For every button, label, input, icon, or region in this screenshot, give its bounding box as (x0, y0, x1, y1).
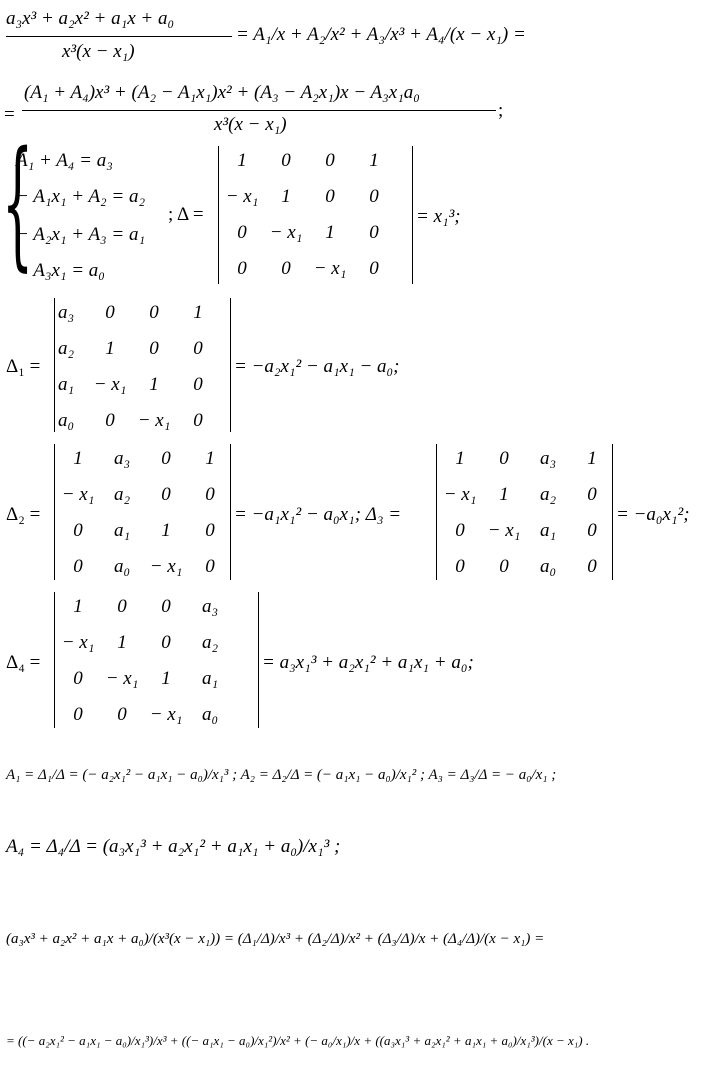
delta2-cell-3-3: 0 (205, 556, 215, 577)
delta1-cell-1-1: 1 (105, 338, 115, 359)
delta3-cell-3-2: a₀ (539, 556, 557, 577)
delta4-cell-3-1: 0 (117, 704, 127, 725)
delta4-label (6, 652, 40, 674)
delta4-result (262, 652, 474, 674)
delta4-cell-0-0: 1 (73, 596, 83, 617)
delta1-cell-0-2: 0 (149, 302, 159, 323)
delta4-result-text: = a₃x₁³ + a₂x₁² + a₁x₁ + a₀; (262, 652, 474, 673)
delta2-cell-0-0: 1 (73, 448, 83, 469)
system-eq-2 (16, 186, 145, 208)
delta-cell-0-3: 1 (369, 150, 379, 171)
delta4-cell-2-1: − x₁ (105, 668, 139, 689)
delta-cell-2-3: 0 (369, 222, 379, 243)
delta2-cell-1-1: a₂ (113, 484, 131, 505)
final-line-2-text: = ((− a₂x₁² − a₁x₁ − a₀)/x₁³)/x³ + ((− a₁x₁ − a₀)/x₁²)/x² + (− a₀/x₁)/x + ((a₃x₁³ + a₂x₁² + a₁x₁ + a₀)/x₁³)/(x − x₁) . (6, 1033, 590, 1048)
delta4-cell-3-2: − x₁ (149, 704, 183, 725)
delta4-cell-3-3: a₀ (201, 704, 219, 725)
delta1-cell-3-1: 0 (105, 410, 115, 431)
delta4-cell-0-3: a₃ (201, 596, 219, 617)
delta3-cell-3-0: 0 (455, 556, 465, 577)
l2-semicolon: ; (498, 100, 504, 121)
delta-cell-1-0: − x₁ (225, 186, 259, 207)
delta3-cell-0-0: 1 (455, 448, 465, 469)
delta4-label-text: Δ₄ = (6, 652, 41, 673)
delta3-result (616, 504, 690, 526)
delta3-cell-3-3: 0 (587, 556, 597, 577)
delta-cell-2-0: 0 (237, 222, 247, 243)
delta1-cell-1-3: 0 (193, 338, 203, 359)
final-line-1 (6, 928, 544, 950)
delta3-result-text: = −a₀x₁²; (616, 504, 690, 525)
final-line-1-text: (a₃x³ + a₂x² + a₁x + a₀)/(x³(x − x₁)) = (Δ₁/Δ)/x³ + (Δ₂/Δ)/x² + (Δ₃/Δ)/x + (Δ₄/Δ)/(x − x₁) = (6, 931, 545, 947)
delta2-cell-3-0: 0 (73, 556, 83, 577)
delta-cell-2-2: 1 (325, 222, 335, 243)
delta4-cell-2-2: 1 (161, 668, 171, 689)
system-eq-1 (16, 150, 113, 172)
system-eq-3-text: − A₂x₁ + A₃ = a₁ (16, 224, 146, 245)
delta1-cell-2-1: − x₁ (93, 374, 127, 395)
delta4-cell-1-1: 1 (117, 632, 127, 653)
l2-numerator (24, 82, 420, 104)
l2-num-text: (A₁ + A₄)x³ + (A₂ − A₁x₁)x² + (A₃ − A₂x₁)x − A₃x₁a₀ (24, 82, 420, 103)
delta4-cell-2-0: 0 (73, 668, 83, 689)
delta4-cell-0-2: 0 (161, 596, 171, 617)
delta-cell-3-1: 0 (281, 258, 291, 279)
delta2-cell-3-2: − x₁ (149, 556, 183, 577)
delta1-cell-2-0: a₁ (57, 374, 75, 395)
system-eq-1-text: A₁ + A₄ = a₃ (16, 150, 113, 171)
system-eq-3 (16, 224, 145, 246)
delta1-cell-2-2: 1 (149, 374, 159, 395)
delta2-label (6, 504, 40, 526)
delta3-cell-2-3: 0 (587, 520, 597, 541)
final-line-2 (6, 1030, 589, 1052)
delta4-cell-0-1: 0 (117, 596, 127, 617)
delta-cell-0-0: 1 (237, 150, 247, 171)
delta1-label-text: Δ₁ = (6, 356, 41, 377)
l1-lhs-den-text: x³(x − x₁) (62, 41, 135, 62)
system-eq-4-text: − A₃x₁ = a₀ (16, 260, 105, 281)
delta4-cell-2-3: a₁ (201, 668, 219, 689)
delta1-cell-1-2: 0 (149, 338, 159, 359)
delta1-cell-0-1: 0 (105, 302, 115, 323)
delta-cell-1-1: 1 (281, 186, 291, 207)
delta-cell-0-2: 0 (325, 150, 335, 171)
delta1-result (234, 356, 399, 378)
l1-fraction-bar (6, 36, 232, 37)
l1-lhs-numerator (6, 8, 174, 30)
delta2-cell-2-1: a₁ (113, 520, 131, 541)
delta-cell-3-2: − x₁ (313, 258, 347, 279)
delta4-cell-1-3: a₂ (201, 632, 219, 653)
delta-result (416, 206, 461, 228)
l2-fraction-bar (22, 110, 496, 111)
delta2-cell-1-2: 0 (161, 484, 171, 505)
delta-result-text: = x₁³; (416, 206, 461, 227)
delta3-cell-0-2: a₃ (539, 448, 557, 469)
l2-eq: = (4, 104, 15, 125)
delta4-cell-3-0: 0 (73, 704, 83, 725)
delta-cell-0-1: 0 (281, 150, 291, 171)
delta2-cell-2-3: 0 (205, 520, 215, 541)
l1-lhs-denominator (62, 41, 135, 63)
delta1-cell-1-0: a₂ (57, 338, 75, 359)
delta1-cell-0-3: 1 (193, 302, 203, 323)
delta-eq-text: ; Δ = (168, 204, 204, 225)
delta4-cell-1-0: − x₁ (61, 632, 95, 653)
system-eq-2-text: − A₁x₁ + A₂ = a₂ (16, 186, 146, 207)
l1-rhs-text: = A₁/x + A₂/x² + A₃/x³ + A₄/(x − x₁) = (236, 24, 526, 45)
delta3-cell-0-1: 0 (499, 448, 509, 469)
delta1-result-text: = −a₂x₁² − a₁x₁ − a₀; (234, 356, 400, 377)
system-eq-4 (16, 260, 105, 282)
a4-line (6, 836, 340, 858)
delta1-bar-right (230, 298, 231, 432)
delta2-cell-0-2: 0 (161, 448, 171, 469)
a-coefficients-text: A₁ = Δ₁/Δ = (− a₂x₁² − a₁x₁ − a₀)/x₁³ ; A₂ = Δ₂/Δ = (− a₁x₁ − a₀)/x₁² ; A₃ = Δ₃/Δ = − a₀/x₁ ; (6, 767, 557, 783)
a-coefficients-line (6, 764, 556, 786)
l1-rhs (236, 24, 526, 46)
delta3-cell-1-0: − x₁ (443, 484, 477, 505)
delta-cell-3-3: 0 (369, 258, 379, 279)
delta1-cell-2-3: 0 (193, 374, 203, 395)
delta3-cell-2-1: − x₁ (487, 520, 521, 541)
delta-eq-label (168, 204, 204, 226)
delta3-cell-3-1: 0 (499, 556, 509, 577)
delta2-label-text: Δ₂ = (6, 504, 41, 525)
delta2-cell-0-3: 1 (205, 448, 215, 469)
delta1-cell-3-3: 0 (193, 410, 203, 431)
delta2-cell-2-2: 1 (161, 520, 171, 541)
l2-denominator (214, 114, 287, 136)
delta-cell-1-2: 0 (325, 186, 335, 207)
delta-cell-3-0: 0 (237, 258, 247, 279)
delta1-label (6, 356, 40, 378)
delta2-cell-2-0: 0 (73, 520, 83, 541)
system-brace: { (2, 122, 34, 285)
delta3-cell-1-1: 1 (499, 484, 509, 505)
delta4-bar-right (258, 592, 259, 728)
delta2-cell-3-1: a₀ (113, 556, 131, 577)
delta2-result (234, 504, 401, 526)
delta1-cell-0-0: a₃ (57, 302, 75, 323)
delta-bar-right (412, 146, 413, 284)
delta3-cell-1-2: a₂ (539, 484, 557, 505)
delta3-cell-2-2: a₁ (539, 520, 557, 541)
delta-cell-2-1: − x₁ (269, 222, 303, 243)
delta3-cell-2-0: 0 (455, 520, 465, 541)
delta4-cell-1-2: 0 (161, 632, 171, 653)
delta3-cell-1-3: 0 (587, 484, 597, 505)
delta2-cell-0-1: a₃ (113, 448, 131, 469)
delta-cell-1-3: 0 (369, 186, 379, 207)
l2-den-text: x³(x − x₁) (214, 114, 287, 135)
delta2-result-text: = −a₁x₁² − a₀x₁; Δ₃ = (234, 504, 402, 525)
a4-text: A₄ = Δ₄/Δ = (a₃x₁³ + a₂x₁² + a₁x₁ + a₀)/x₁³ ; (6, 836, 341, 857)
l1-lhs-num-text: a₃x³ + a₂x² + a₁x + a₀ (6, 8, 175, 29)
delta1-cell-3-0: a₀ (57, 410, 75, 431)
delta1-cell-3-2: − x₁ (137, 410, 171, 431)
delta2-cell-1-3: 0 (205, 484, 215, 505)
delta2-cell-1-0: − x₁ (61, 484, 95, 505)
delta3-cell-0-3: 1 (587, 448, 597, 469)
